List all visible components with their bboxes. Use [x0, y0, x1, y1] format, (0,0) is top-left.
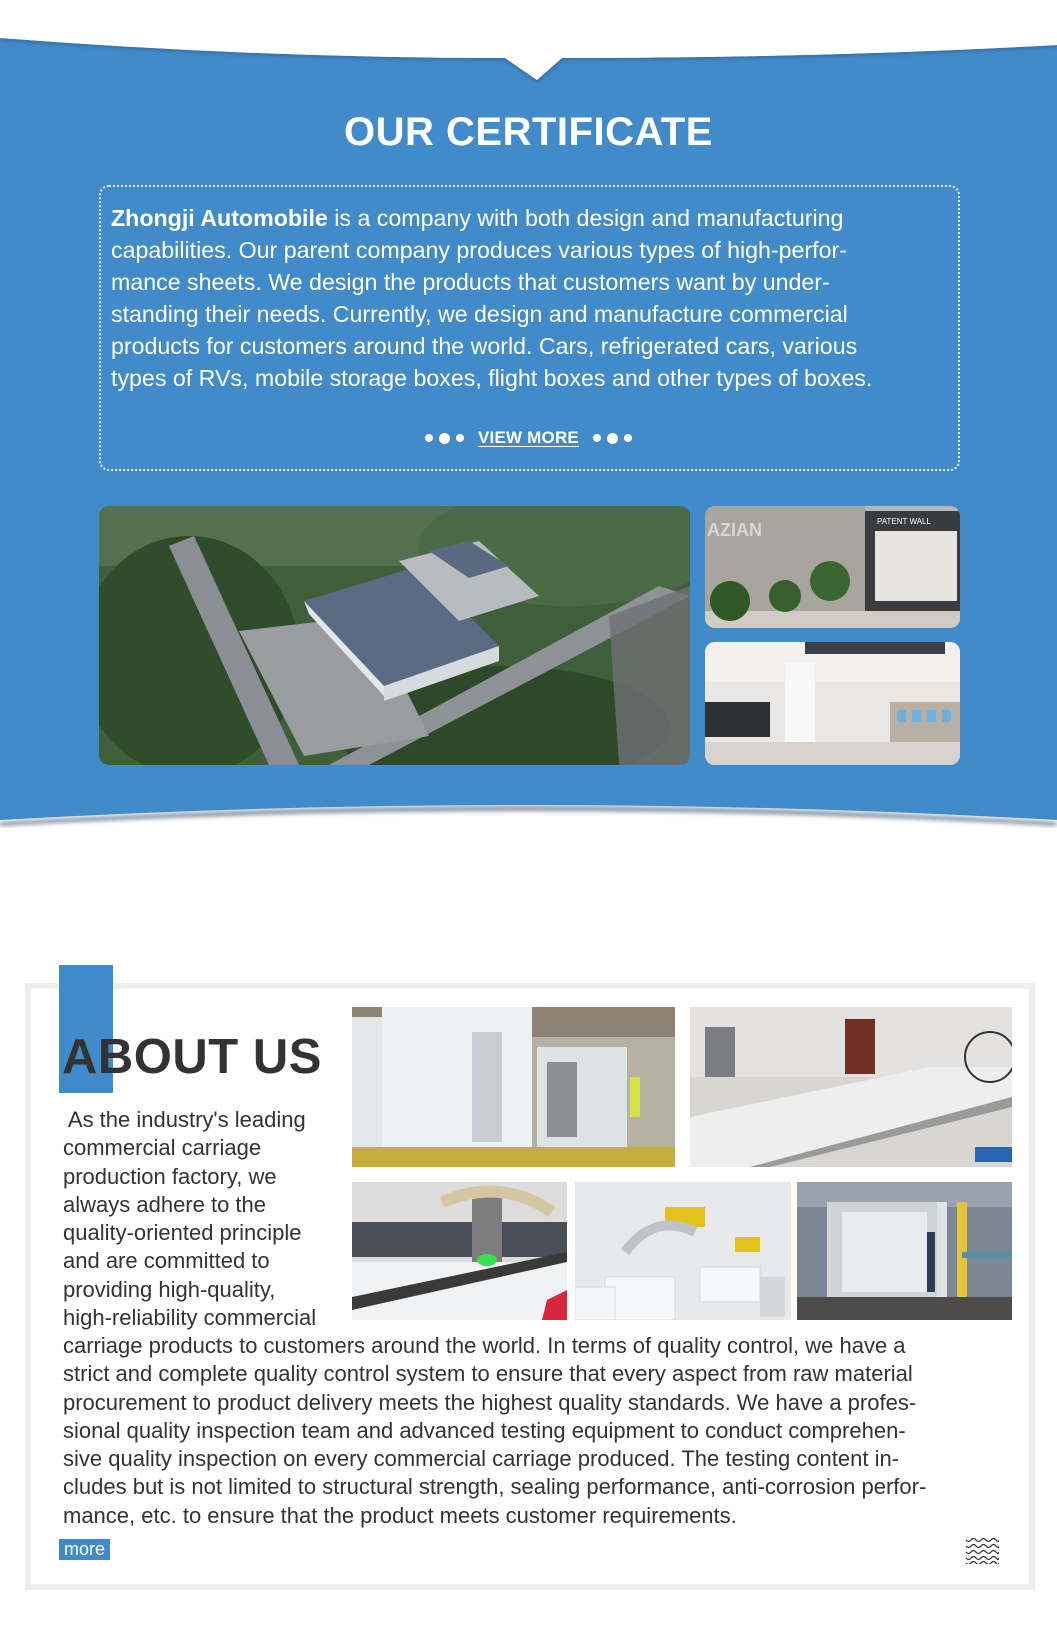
- certificate-description: [111, 202, 956, 394]
- wave-pattern-icon: [965, 1537, 999, 1564]
- body-line: procurement to product delivery meets the highest quality standards. We have a profes-: [63, 1389, 917, 1415]
- gallery-image-carriage-inspection: [797, 1182, 1012, 1320]
- intro-line: production factory, we: [63, 1163, 277, 1189]
- description-line: products for customers around the world. Cars, refrigerated cars, various: [111, 333, 858, 359]
- intro-line: quality-oriented principle: [63, 1220, 302, 1246]
- view-more-row: [0, 424, 1057, 452]
- about-intro-text: [63, 1106, 353, 1332]
- view-more-link[interactable]: VIEW MORE: [478, 428, 579, 447]
- intro-line: As the industry's leading: [63, 1107, 306, 1132]
- description-line: mance sheets. We design the products that customers want by under-: [111, 269, 830, 295]
- patent-wall-image: [705, 506, 960, 628]
- gallery-image-assembly-line: [352, 1007, 675, 1167]
- intro-line: and are committed to: [63, 1248, 270, 1274]
- description-line: types of RVs, mobile storage boxes, flight boxes and other types of boxes.: [111, 365, 873, 391]
- svg-text:AZIAN: AZIAN: [707, 520, 762, 540]
- factory-aerial-image: [99, 506, 690, 765]
- body-line: sional quality inspection team and advanced testing equipment to conduct comprehen-: [63, 1417, 906, 1443]
- body-line: strict and complete quality control system to ensure that every aspect from raw material: [63, 1361, 913, 1387]
- gallery-image-foam-workshop: [575, 1182, 791, 1320]
- dots-decoration-icon: [425, 433, 464, 444]
- intro-line: high-reliability commercial: [63, 1305, 317, 1331]
- more-button[interactable]: more: [59, 1539, 110, 1560]
- about-title: ABOUT US: [62, 1030, 322, 1084]
- about-body-text: [63, 1332, 1003, 1530]
- description-line: standing their needs. Currently, we design and manufacture commercial: [111, 301, 848, 327]
- dots-decoration-icon: [593, 433, 632, 444]
- body-line: carriage products to customers around the world. In terms of quality control, we have a: [63, 1333, 906, 1358]
- body-line: sive quality inspection on every commercial carriage produced. The testing content in-: [63, 1446, 900, 1472]
- gallery-image-cnc-machine: [352, 1182, 567, 1320]
- certificate-title: OUR CERTIFICATE: [344, 110, 713, 154]
- intro-line: providing high-quality,: [63, 1276, 276, 1302]
- lobby-image: [705, 642, 960, 765]
- body-line: cludes but is not limited to structural strength, sealing performance, anti-corrosion perfor-: [63, 1474, 927, 1500]
- company-name: Zhongji Automobile: [111, 205, 328, 231]
- intro-line: always adhere to the: [63, 1191, 267, 1217]
- svg-text:PATENT WALL: PATENT WALL: [877, 517, 931, 526]
- description-line: capabilities. Our parent company produces various types of high-perfor-: [111, 237, 847, 263]
- description-line: is a company with both design and manufacturing: [327, 205, 844, 231]
- intro-line: commercial carriage: [63, 1135, 262, 1161]
- body-line: mance, etc. to ensure that the product meets customer requirements.: [63, 1502, 737, 1528]
- gallery-image-panel-table: [690, 1007, 1012, 1167]
